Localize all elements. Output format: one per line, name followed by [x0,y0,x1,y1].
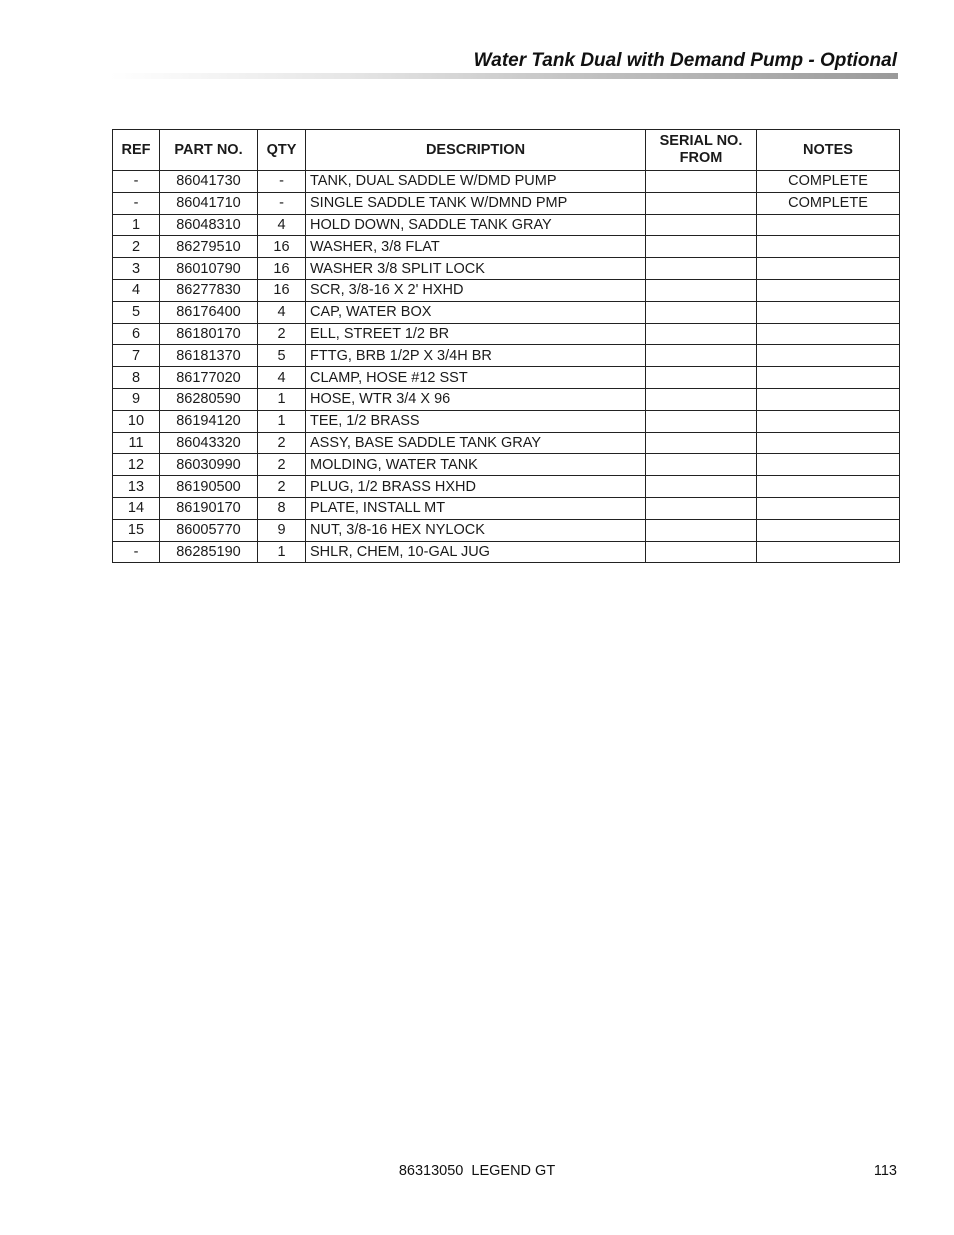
table-row [113,497,900,519]
table-row [113,214,900,236]
cell-ref: 3 [113,258,160,280]
cell-notes [757,388,900,410]
header-row [113,130,900,171]
table-row [113,258,900,280]
cell-notes [757,214,900,236]
table-row [113,454,900,476]
cell-part-no: 86030990 [160,454,258,476]
cell-part-no: 86048310 [160,214,258,236]
cell-ref: 7 [113,345,160,367]
cell-ref: 8 [113,367,160,389]
cell-description: PLUG, 1/2 BRASS HXHD [306,476,646,498]
table-row [113,323,900,345]
cell-notes [757,323,900,345]
column-header-part-no: PART NO. [160,130,258,171]
cell-notes [757,258,900,280]
table-row [113,171,900,193]
cell-ref: 10 [113,410,160,432]
cell-part-no: 86041710 [160,192,258,214]
cell-notes [757,432,900,454]
cell-description: ASSY, BASE SADDLE TANK GRAY [306,432,646,454]
cell-notes [757,519,900,541]
cell-description: TANK, DUAL SADDLE W/DMD PUMP [306,171,646,193]
cell-part-no: 86043320 [160,432,258,454]
cell-ref: 2 [113,236,160,258]
cell-serial-no-from [646,258,757,280]
cell-qty: 1 [258,410,306,432]
table-row [113,192,900,214]
cell-notes [757,497,900,519]
table-row [113,476,900,498]
cell-part-no: 86180170 [160,323,258,345]
table-row [113,345,900,367]
cell-serial-no-from [646,541,757,563]
cell-ref: 14 [113,497,160,519]
cell-description: CAP, WATER BOX [306,301,646,323]
cell-serial-no-from [646,432,757,454]
cell-serial-no-from [646,519,757,541]
table-row [113,236,900,258]
cell-description: WASHER, 3/8 FLAT [306,236,646,258]
cell-ref: 6 [113,323,160,345]
column-header-ref: REF [113,130,160,171]
cell-description: WASHER 3/8 SPLIT LOCK [306,258,646,280]
cell-ref: - [113,171,160,193]
cell-qty: 4 [258,367,306,389]
cell-description: TEE, 1/2 BRASS [306,410,646,432]
parts-table-body [113,171,900,563]
cell-ref: 11 [113,432,160,454]
cell-qty: 2 [258,454,306,476]
cell-qty: 16 [258,258,306,280]
cell-description: ELL, STREET 1/2 BR [306,323,646,345]
cell-part-no: 86277830 [160,279,258,301]
cell-description: NUT, 3/8-16 HEX NYLOCK [306,519,646,541]
column-header-description: DESCRIPTION [306,130,646,171]
cell-serial-no-from [646,323,757,345]
cell-description: PLATE, INSTALL MT [306,497,646,519]
cell-qty: 16 [258,279,306,301]
cell-part-no: 86010790 [160,258,258,280]
cell-notes: COMPLETE [757,171,900,193]
cell-part-no: 86176400 [160,301,258,323]
cell-serial-no-from [646,497,757,519]
cell-part-no: 86194120 [160,410,258,432]
cell-qty: 16 [258,236,306,258]
cell-ref: 12 [113,454,160,476]
cell-description: SINGLE SADDLE TANK W/DMND PMP [306,192,646,214]
footer-document-id: 86313050 LEGEND GT [398,1163,556,1179]
cell-qty: 4 [258,214,306,236]
cell-part-no: 86181370 [160,345,258,367]
cell-part-no: 86190500 [160,476,258,498]
page-title: Water Tank Dual with Demand Pump - Optional [473,50,897,71]
cell-description: CLAMP, HOSE #12 SST [306,367,646,389]
cell-serial-no-from [646,171,757,193]
cell-qty: 4 [258,301,306,323]
parts-table-header [113,130,900,171]
table-row [113,279,900,301]
cell-part-no: 86280590 [160,388,258,410]
cell-description: SHLR, CHEM, 10-GAL JUG [306,541,646,563]
cell-description: SCR, 3/8-16 X 2' HXHD [306,279,646,301]
cell-notes [757,410,900,432]
cell-serial-no-from [646,454,757,476]
cell-notes [757,541,900,563]
parts-table [112,129,900,563]
cell-serial-no-from [646,192,757,214]
cell-description: FTTG, BRB 1/2P X 3/4H BR [306,345,646,367]
cell-serial-no-from [646,236,757,258]
table-row [113,367,900,389]
cell-ref: 1 [113,214,160,236]
column-header-serial-no-from: SERIAL NO. FROM [646,130,757,171]
cell-ref: - [113,541,160,563]
cell-qty: 2 [258,323,306,345]
cell-part-no: 86041730 [160,171,258,193]
table-row [113,541,900,563]
cell-part-no: 86177020 [160,367,258,389]
cell-qty: 5 [258,345,306,367]
cell-qty: - [258,171,306,193]
table-row [113,432,900,454]
cell-description: HOLD DOWN, SADDLE TANK GRAY [306,214,646,236]
cell-ref: 5 [113,301,160,323]
cell-ref: 15 [113,519,160,541]
table-row [113,301,900,323]
cell-serial-no-from [646,214,757,236]
cell-qty: 8 [258,497,306,519]
cell-notes [757,301,900,323]
cell-ref: - [113,192,160,214]
cell-serial-no-from [646,345,757,367]
cell-notes [757,345,900,367]
cell-description: HOSE, WTR 3/4 X 96 [306,388,646,410]
header-rule [110,73,898,79]
cell-ref: 9 [113,388,160,410]
cell-serial-no-from [646,279,757,301]
cell-serial-no-from [646,410,757,432]
cell-qty: 2 [258,476,306,498]
table-row [113,388,900,410]
page-number: 113 [873,1163,897,1179]
cell-notes [757,476,900,498]
cell-part-no: 86279510 [160,236,258,258]
cell-serial-no-from [646,367,757,389]
cell-serial-no-from [646,301,757,323]
cell-serial-no-from [646,388,757,410]
cell-serial-no-from [646,476,757,498]
cell-notes [757,454,900,476]
cell-qty: 1 [258,541,306,563]
cell-notes [757,367,900,389]
cell-notes: COMPLETE [757,192,900,214]
cell-qty: - [258,192,306,214]
table-row [113,410,900,432]
cell-part-no: 86190170 [160,497,258,519]
cell-ref: 13 [113,476,160,498]
cell-notes [757,279,900,301]
cell-qty: 9 [258,519,306,541]
cell-notes [757,236,900,258]
cell-part-no: 86005770 [160,519,258,541]
cell-description: MOLDING, WATER TANK [306,454,646,476]
cell-qty: 1 [258,388,306,410]
cell-ref: 4 [113,279,160,301]
column-header-notes: NOTES [757,130,900,171]
table-row [113,519,900,541]
cell-part-no: 86285190 [160,541,258,563]
cell-qty: 2 [258,432,306,454]
column-header-qty: QTY [258,130,306,171]
